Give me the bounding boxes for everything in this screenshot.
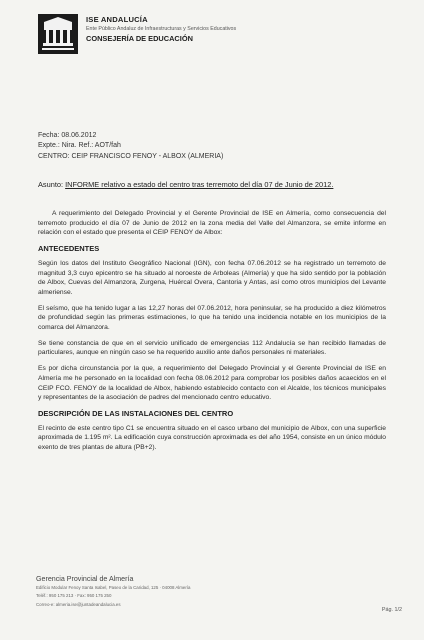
footer-email: Correo-e: almeria.ise@juntadeandalucia.es	[36, 601, 121, 607]
junta-de-andalucia-logo	[38, 14, 78, 54]
page-number: Pág. 1/2	[381, 607, 402, 613]
org-subtitle: Ente Público Andaluz de Infraestructuras y Servicios Educativos	[86, 26, 237, 32]
document-meta	[38, 131, 223, 162]
paragraph-ant2: El seísmo, que ha tenido lugar a las 12,27 horas del 07.06.2012, hora peninsular, se ha producido a diez kilómetros de profundidad según las primeras estimaciones, lo que ha tenido una incidencia notable en los municipios de la comarca del Almanzora.	[38, 304, 386, 332]
section-heading-descripcion: DESCRIPCIÓN DE LAS INSTALACIONES DEL CENTRO	[38, 408, 234, 418]
meta-reference: Expte.: Nira. Ref.: AOT/fah	[38, 142, 121, 150]
paragraph-ant3: Se tiene constancia de que en el servicio unificado de emergencias 112 Andalucía se han recibido llamadas de particulares, aunque en ningún caso se ha requerido auxilio ante daños personales ni materiales.	[38, 339, 386, 357]
department-name: CONSEJERÍA DE EDUCACIÓN	[86, 34, 193, 43]
paragraph-desc1: El recinto de este centro tipo C1 se encuentra situado en el casco urbano del municipio de Albox, con una superficie aproximada de 1.195 m². La edificación cuya construcción aproximada es del año 1954, consiste en un único módulo exento de tres plantas de altura (PB+2).	[38, 424, 386, 452]
footer-office: Gerencia Provincial de Almería	[36, 575, 134, 583]
footer-address: Edificio Modular Fenoy Santa Isabel, Paseo de la Caridad, 125 · 04008 Almería	[36, 585, 191, 590]
page-footer	[36, 575, 416, 608]
meta-date: Fecha: 08.06.2012	[38, 132, 97, 139]
intro-paragraph: A requerimiento del Delegado Provincial y el Gerente Provincial de ISE en Almería, como consecuencia del terremoto producido el día 07 de Junio de 2012 en la zona media del Valle del Almanzora, se emite informe en relación con el estado que presenta el CEIP FENOY de Albox:	[38, 210, 386, 237]
paragraph-ant1: Según los datos del Instituto Geográfico Nacional (IGN), con fecha 07.06.2012 se ha registrado un terremoto de magnitud 3,3 cuyo epicentro se ha situado al noroeste de Arboleas (Almería) y que ha sido sentido por la población de Albox, Cuevas del Almanzora, Zurgena, Huércal Overa, Cantoria y Antas, así como otros municipios del Levante almeriense.	[38, 259, 386, 296]
subject-text: INFORME relativo a estado del centro tras terremoto del día 07 de Junio de 2012.	[65, 180, 334, 189]
footer-phone: Teléf.: 950 175 213 · Fax: 950 175 250	[36, 593, 112, 599]
paragraph-ant4: Es por dicha circunstancia por la que, a requerimiento del Delegado Provincial y el Gerente Provincial de ISE en Almería me he personado en la localidad con fecha 08.06.2012 para comprobar los posibles daños acaecidos en el CEIP FCO. FENOY de la localidad de Albox, habiendo establecido contacto con el Alcalde, los técnicos municipales y representantes de la asociación de padres del mencionado centro educativo.	[38, 365, 386, 402]
subject-line	[38, 180, 333, 189]
subject-label: Asunto:	[38, 180, 66, 189]
section-heading-antecedentes: ANTECEDENTES	[38, 244, 100, 254]
letterhead	[38, 14, 418, 54]
document-body	[38, 209, 386, 459]
meta-centre: CENTRO: CEIP FRANCISCO FENOY - ALBOX (ALMERIA)	[38, 152, 224, 160]
org-name: ISE ANDALUCÍA	[86, 15, 148, 24]
